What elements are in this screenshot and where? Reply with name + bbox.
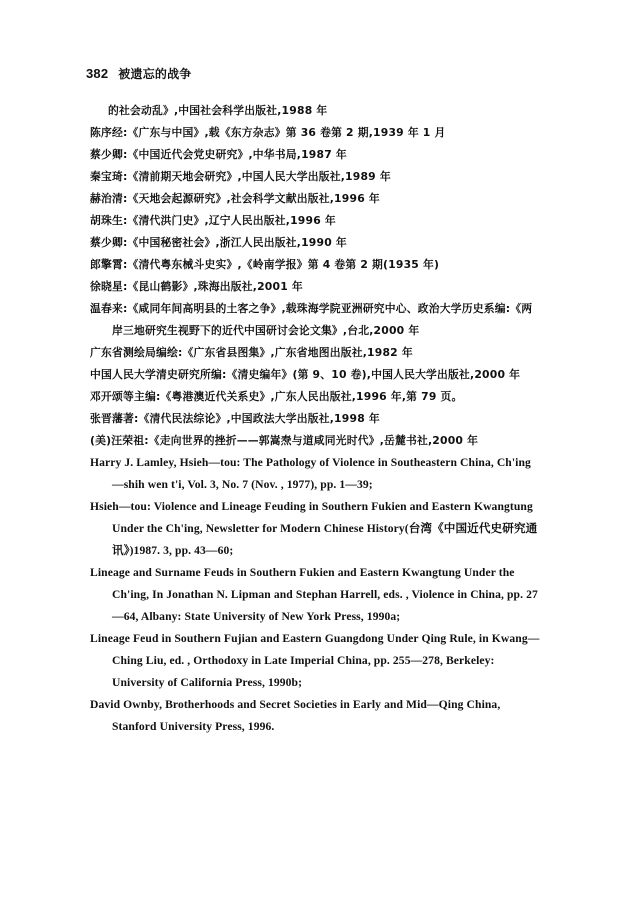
reference-entry: 张晋藩著:《清代民法综论》,中国政法大学出版社,1998 年 bbox=[90, 412, 380, 425]
reference-entry: 徐晓星:《昆山鹤影》,珠海出版社,2001 年 bbox=[90, 280, 303, 293]
reference-entry: Lineage and Surname Feuds in Southern Fukien and Eastern Kwangtung Under the Ch'ing, In Jonathan N. Lipman and Stephan Harrell, eds. , Violence in China, pp. 27—64, Albany: State University of New York Press, 1990a; bbox=[90, 566, 538, 623]
reference-entry: 中国人民大学清史研究所编:《清史编年》(第 9、10 卷),中国人民大学出版社,2000 年 bbox=[90, 368, 521, 381]
reference-entry: 广东省测绘局编绘:《广东省县图集》,广东省地图出版社,1982 年 bbox=[90, 346, 413, 359]
reference-entry: 邓开颂等主编:《粤港澳近代关系史》,广东人民出版社,1996 年,第 79 页。 bbox=[90, 390, 463, 403]
reference-entry: 郎擎霄:《清代粤东械斗史实》,《岭南学报》第 4 卷第 2 期(1935 年) bbox=[90, 258, 440, 271]
reference-entry: 秦宝琦:《清前期天地会研究》,中国人民大学出版社,1989 年 bbox=[90, 170, 391, 183]
reference-entry: David Ownby, Brotherhoods and Secret Societies in Early and Mid—Qing China, Stanford University Press, 1996. bbox=[90, 698, 501, 733]
reference-entry: Harry J. Lamley, Hsieh—tou: The Pathology of Violence in Southeastern China, Ch'ing—shih wen t'i, Vol. 3, No. 7 (Nov. , 1977), pp. 1—39; bbox=[90, 456, 531, 491]
book-title: 被遗忘的战争 bbox=[118, 67, 192, 81]
reference-entry: 胡珠生:《清代洪门史》,辽宁人民出版社,1996 年 bbox=[90, 214, 336, 227]
reference-entry: Lineage Feud in Southern Fujian and Eastern Guangdong Under Qing Rule, in Kwang—Ching Liu, ed. , Orthodoxy in Late Imperial China, pp. 255—278, Berkeley: University of California Press, 1990b; bbox=[90, 632, 540, 689]
reference-entry: 蔡少卿:《中国近代会党史研究》,中华书局,1987 年 bbox=[90, 148, 347, 161]
reference-entry: 赫治清:《天地会起源研究》,社会科学文献出版社,1996 年 bbox=[90, 192, 380, 205]
reference-entry: 温春来:《咸同年间高明县的土客之争》,载珠海学院亚洲研究中心、政治大学历史系编:《两岸三地研究生视野下的近代中国研讨会论文集》,台北,2000 年 bbox=[90, 302, 533, 337]
page-number: 382 bbox=[86, 66, 109, 81]
reference-entry: 陈序经:《广东与中国》,载《东方杂志》第 36 卷第 2 期,1939 年 1 月 bbox=[90, 126, 446, 139]
reference-entry: 的社会动乱》,中国社会科学出版社,1988 年 bbox=[108, 104, 328, 117]
reference-entry: 蔡少卿:《中国秘密社会》,浙江人民出版社,1990 年 bbox=[90, 236, 347, 249]
bibliography-list bbox=[90, 100, 540, 738]
running-header bbox=[86, 65, 192, 82]
reference-entry: (美)汪荣祖:《走向世界的挫折——郭嵩焘与道咸同光时代》,岳麓书社,2000 年 bbox=[90, 434, 479, 447]
reference-entry: Hsieh—tou: Violence and Lineage Feuding in Southern Fukien and Eastern Kwangtung Under the Ch'ing, Newsletter for Modern Chinese History(台湾《中国近代史研究通讯》)1987. 3, pp. 43—60; bbox=[90, 500, 538, 557]
